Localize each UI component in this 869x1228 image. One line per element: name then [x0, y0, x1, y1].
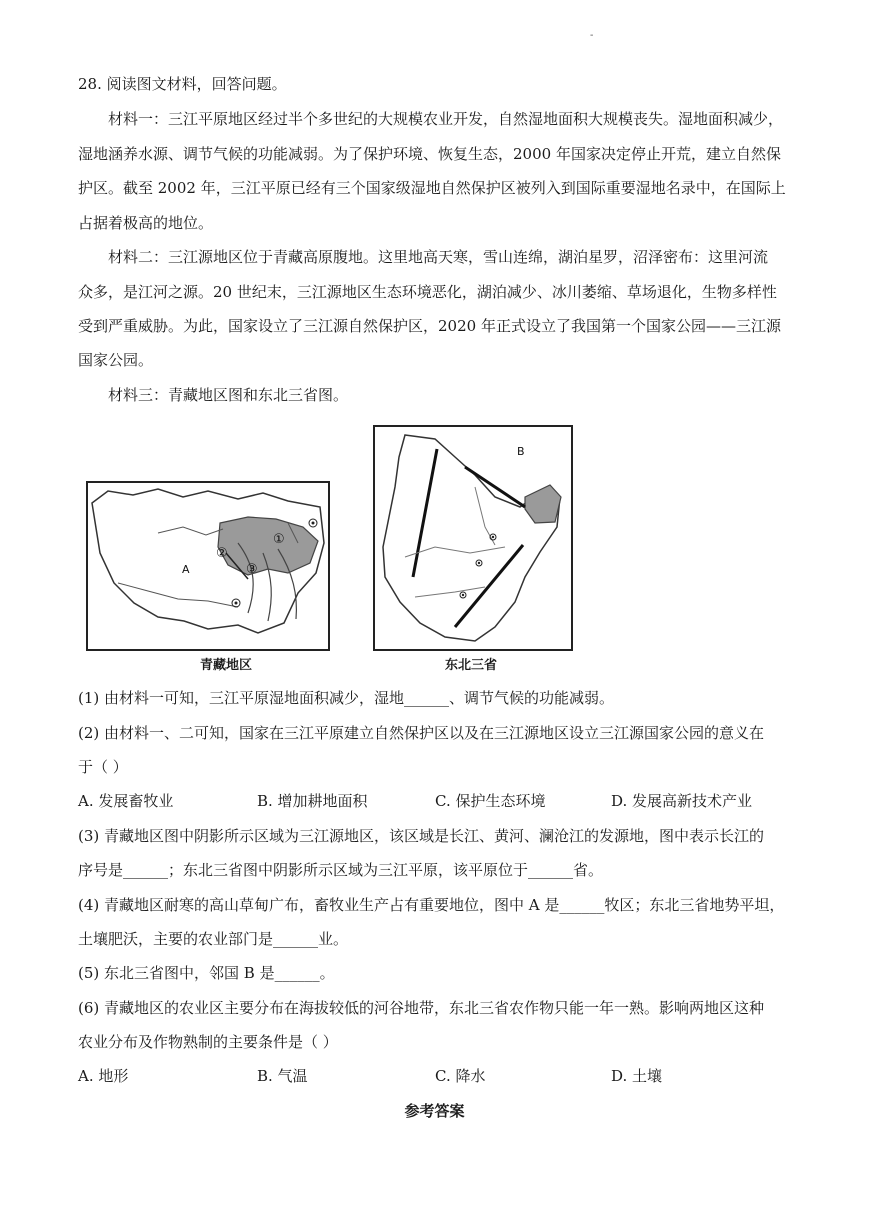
question-title: 28. 阅读图文材料，回答问题。: [78, 75, 287, 93]
qingzang-map-drawing: [88, 483, 328, 649]
q6-option-b: B. 气温: [257, 1067, 308, 1085]
country-label-b: B: [517, 445, 525, 458]
marker-2: ②: [216, 546, 228, 561]
header-mark: -: [590, 30, 594, 41]
dongbei-map-drawing: [375, 427, 571, 649]
material1-line: 湿地涵养水源、调节气候的功能减弱。为了保护环境、恢复生态，2000 年国家决定停止开荒，建立自然保: [78, 145, 781, 163]
q2-option-c: C. 保护生态环境: [435, 792, 546, 810]
material1-line: 护区。截至 2002 年，三江平原已经有三个国家级湿地自然保护区被列入到国际重要湿地名录中，在国际上: [78, 179, 786, 197]
question-4-line: 土壤肥沃，主要的农业部门是______业。: [78, 930, 349, 948]
q2-option-d: D. 发展高新技术产业: [611, 792, 753, 810]
question-2-line: 于（ ）: [78, 758, 128, 776]
question-3-line: (3) 青藏地区图中阴影所示区域为三江源地区，该区域是长江、黄河、澜沧江的发源地，图中表示长江的: [78, 827, 765, 845]
q6-option-c: C. 降水: [435, 1067, 486, 1085]
material3-line: 材料三：青藏地区图和东北三省图。: [108, 386, 349, 404]
question-6-line: 农业分布及作物熟制的主要条件是（ ）: [78, 1033, 338, 1051]
q2-option-b: B. 增加耕地面积: [257, 792, 368, 810]
dongbei-map-caption: 东北三省: [444, 658, 497, 673]
dongbei-map: [373, 425, 573, 651]
question-5: (5) 东北三省图中，邻国 B 是______。: [78, 964, 335, 982]
region-label-a: A: [182, 563, 190, 576]
question-3-line: 序号是______；东北三省图中阴影所示区域为三江平原，该平原位于______省。: [78, 861, 604, 879]
material1-line: 材料一：三江平原地区经过半个多世纪的大规模农业开发，自然湿地面积大规模丧失。湿地面积减少，: [108, 110, 784, 128]
question-1: (1) 由材料一可知，三江平原湿地面积减少，湿地______、调节气候的功能减弱。: [78, 689, 615, 707]
q6-option-d: D. 土壤: [611, 1067, 663, 1085]
qingzang-map: [86, 481, 330, 651]
answer-heading: 参考答案: [404, 1102, 465, 1120]
qingzang-map-caption: 青藏地区: [199, 658, 252, 673]
question-2-line: (2) 由材料一、二可知，国家在三江平原建立自然保护区以及在三江源地区设立三江源国家公园的意义在: [78, 724, 765, 742]
q2-option-a: A. 发展畜牧业: [78, 792, 174, 810]
material1-line: 占据着极高的地位。: [78, 214, 214, 232]
material2-line: 国家公园。: [78, 351, 154, 369]
material2-line: 受到严重威胁。为此，国家设立了三江源自然保护区，2020 年正式设立了我国第一个国家公园——三江源: [78, 317, 781, 335]
question-6-line: (6) 青藏地区的农业区主要分布在海拔较低的河谷地带，东北三省农作物只能一年一熟。影响两地区这种: [78, 999, 765, 1017]
material2-line: 众多，是江河之源。20 世纪末，三江源地区生态环境恶化，湖泊减少、冰川萎缩、草场退化，生物多样性: [78, 283, 777, 301]
question-4-line: (4) 青藏地区耐寒的高山草甸广布，畜牧业生产占有重要地位，图中 A 是______牧区；东北三省地势平坦，: [78, 896, 785, 914]
marker-3: ③: [246, 562, 258, 577]
q6-option-a: A. 地形: [78, 1067, 129, 1085]
marker-1: ①: [273, 532, 285, 547]
material2-line: 材料二：三江源地区位于青藏高原腹地。这里地高天寒，雪山连绵，湖泊星罗，沼泽密布：这里河流: [108, 248, 769, 266]
